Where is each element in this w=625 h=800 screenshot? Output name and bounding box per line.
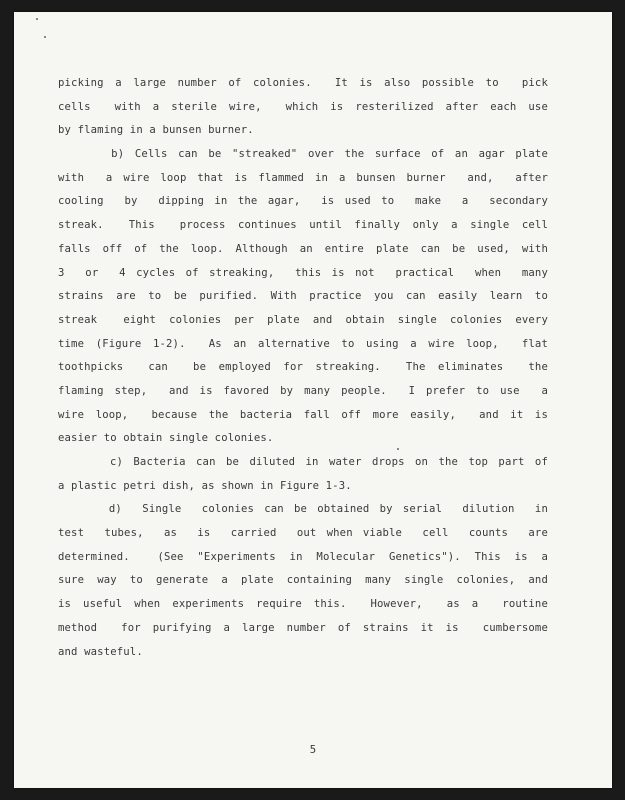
text-line: flaming step, and is favored by many people. I prefer to use a <box>58 384 548 397</box>
text-line: 3 or 4 cycles of streaking, this is not practical when many <box>58 266 548 279</box>
document-page <box>14 12 612 788</box>
text-line: cooling by dipping in the agar, is used to make a secondary <box>58 195 548 208</box>
text-line: strains are to be purified. With practice you can easily learn to <box>58 290 548 303</box>
text-line: sure way to generate a plate containing many single colonies, and <box>58 574 548 587</box>
text-line: cells with a sterile wire, which is resterilized after each use <box>58 100 548 113</box>
text-line: is useful when experiments require this. However, as a routine <box>58 598 548 611</box>
page-number: 5 <box>309 744 317 756</box>
text-line: falls off of the loop. Although an entire plate can be used, with <box>58 242 548 255</box>
scan-speck <box>44 36 46 38</box>
text-line: picking a large number of colonies. It is also possible to pick <box>58 77 548 89</box>
text-line: with a wire loop that is flammed in a bunsen burner and, after <box>58 171 548 184</box>
text-line: wire loop, because the bacteria fall off more easily, and it is <box>58 408 548 421</box>
text-line: streak. This process continues until finally only a single cell <box>58 219 548 232</box>
text-line: b) Cells can be "streaked" over the surface of an agar plate <box>58 148 548 161</box>
text-line: c) Bacteria can be diluted in water drops on the top part of <box>58 456 548 468</box>
document-body <box>58 72 548 664</box>
text-line: easier to obtain single colonies. <box>58 432 274 445</box>
text-line: determined. (See "Experiments in Molecular Genetics"). This is a <box>58 550 548 563</box>
text-line: toothpicks can be employed for streaking. The eliminates the <box>58 361 548 374</box>
text-line: d) Single colonies can be obtained by serial dilution in <box>58 503 548 516</box>
text-line: time (Figure 1-2). As an alternative to using a wire loop, flat <box>58 337 548 350</box>
text-line: a plastic petri dish, as shown in Figure 1-3. <box>58 479 352 492</box>
text-line: test tubes, as is carried out when viable cell counts are <box>58 527 548 540</box>
text-line: method for purifying a large number of strains it is cumbersome <box>58 621 548 634</box>
text-line: by flaming in a bunsen burner. <box>58 124 254 137</box>
text-line: streak eight colonies per plate and obtain single colonies every <box>58 313 548 326</box>
text-line: and wasteful. <box>58 645 143 658</box>
scan-speck <box>36 18 38 20</box>
